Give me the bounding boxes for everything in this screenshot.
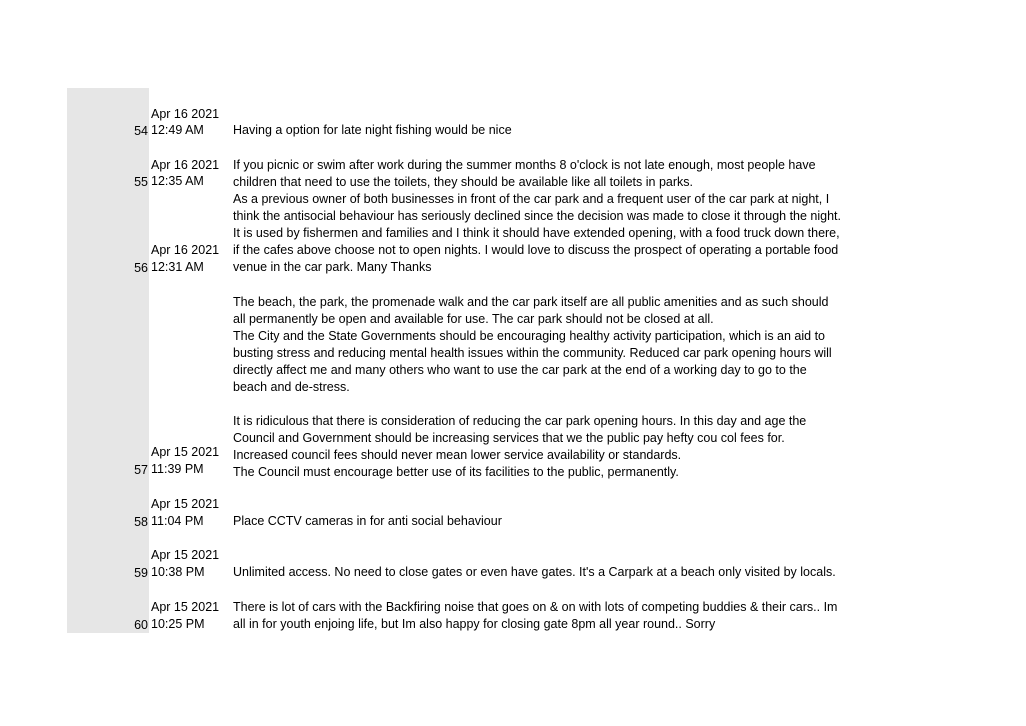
row-time: 12:35 AM xyxy=(151,174,204,188)
comment-line xyxy=(233,277,893,294)
comment-line: busting stress and reducing mental health issues within the community. Reduced car park opening hours will xyxy=(233,346,832,360)
comment-line: think the antisocial behaviour has seriously declined since the decision was made to close it through the night. xyxy=(233,209,841,223)
comment-line: There is lot of cars with the Backfiring noise that goes on & on with lots of competing buddies & their cars.. Im xyxy=(233,600,838,614)
comment-line: if the cafes above choose not to open nights. I would love to discuss the prospect of operating a portable food xyxy=(233,243,839,257)
row-comment xyxy=(233,277,893,481)
row-time: 11:04 PM xyxy=(151,514,204,528)
row-number-gutter xyxy=(67,88,149,633)
comment-line: It is used by fishermen and families and I think it should have extended opening, with a food truck down there, xyxy=(233,226,840,240)
row-time: 12:31 AM xyxy=(151,260,204,274)
comment-line: venue in the car park. Many Thanks xyxy=(233,260,432,274)
row-number: 56 xyxy=(134,261,148,275)
row-number: 54 xyxy=(134,124,148,138)
comment-line: Council and Government should be increasing services that we the public pay hefty cou col fees for. xyxy=(233,431,785,445)
row-date: Apr 15 2021 xyxy=(151,548,220,562)
row-comment xyxy=(233,191,893,276)
comment-line: all permanently be open and available for use. The car park should not be closed at all. xyxy=(233,312,714,326)
row-date: Apr 15 2021 xyxy=(151,497,220,511)
row-number: 55 xyxy=(134,175,148,189)
row-comment xyxy=(233,157,893,191)
comment-line: Unlimited access. No need to close gates or even have gates. It's a Carpark at a beach only visited by locals. xyxy=(233,565,836,579)
row-comment xyxy=(233,599,893,633)
comment-line: If you picnic or swim after work during the summer months 8 o'clock is not late enough, most people have xyxy=(233,158,816,172)
row-time: 12:49 AM xyxy=(151,123,204,137)
comment-line: all in for youth enjoing life, but Im also happy for closing gate 8pm all year round.. Sorry xyxy=(233,617,716,631)
row-time: 11:39 PM xyxy=(151,462,204,476)
comment-line: The beach, the park, the promenade walk and the car park itself are all public amenities and as such should xyxy=(233,295,829,309)
comment-line: As a previous owner of both businesses in front of the car park and a frequent user of the car park at night, I xyxy=(233,192,830,206)
comment-line: Increased council fees should never mean lower service availability or standards. xyxy=(233,448,682,462)
comment-line: Having a option for late night fishing would be nice xyxy=(233,123,512,137)
comment-line: beach and de-stress. xyxy=(233,380,350,394)
row-number: 57 xyxy=(134,463,148,477)
row-comment xyxy=(233,122,893,139)
row-time: 10:25 PM xyxy=(151,617,205,631)
row-date: Apr 16 2021 xyxy=(151,243,220,257)
comment-line xyxy=(233,396,893,413)
row-comment xyxy=(233,564,893,581)
row-comment xyxy=(233,513,893,530)
row-time: 10:38 PM xyxy=(151,565,205,579)
row-date: Apr 16 2021 xyxy=(151,158,220,172)
comment-line: Place CCTV cameras in for anti social behaviour xyxy=(233,514,502,528)
row-date: Apr 15 2021 xyxy=(151,600,220,614)
row-number: 59 xyxy=(134,566,148,580)
row-number: 58 xyxy=(134,515,148,529)
row-number: 60 xyxy=(134,618,148,632)
comment-line: The City and the State Governments should be encouraging healthy activity participation, which is an aid to xyxy=(233,329,826,343)
comment-line: directly affect me and many others who want to use the car park at the end of a working day to go to the xyxy=(233,363,807,377)
comment-line: The Council must encourage better use of its facilities to the public, permanently. xyxy=(233,465,679,479)
row-date: Apr 15 2021 xyxy=(151,445,220,459)
comment-line: It is ridiculous that there is consideration of reducing the car park opening hours. In this day and age the xyxy=(233,414,807,428)
row-date: Apr 16 2021 xyxy=(151,107,220,121)
comment-line: children that need to use the toilets, they should be available like all toilets in parks. xyxy=(233,175,693,189)
